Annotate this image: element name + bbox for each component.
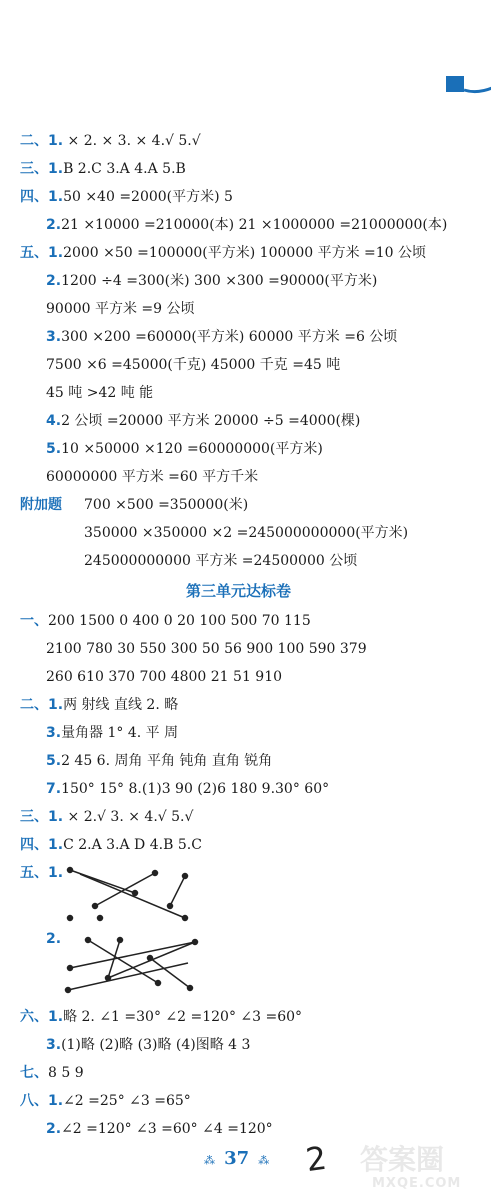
line2-3: 260 610 370 700 4800 21 51 910 — [46, 669, 283, 685]
line2-2: 2100 780 30 550 300 50 56 900 100 590 379 — [46, 641, 367, 657]
diagram2-dot-7 — [156, 981, 161, 986]
diagram1-line-4 — [170, 876, 185, 906]
unit-title: 第三单元达标卷 — [186, 582, 292, 600]
line2-15: 八、1.∠2 =25° ∠3 =65° — [20, 1093, 191, 1109]
diagram1-dot-1 — [68, 868, 73, 873]
corner-block — [446, 76, 464, 92]
diagram2-line-6 — [68, 963, 188, 990]
line-14-text: 700 ×500 =350000(米) — [84, 497, 249, 513]
line-5: 五、1.2000 ×50 =100000(平方米) 100000 平方米 =10 公顷 — [20, 245, 427, 261]
line-9: 7500 ×6 =45000(千克) 45000 千克 =45 吨 — [46, 357, 341, 373]
line2-5: 3.量角器 1° 4. 平 周 — [46, 725, 179, 741]
line-11: 4.2 公顷 =20000 平方米 20000 ÷5 =4000(棵) — [46, 413, 361, 429]
line-10: 45 吨 >42 吨 能 — [46, 385, 154, 401]
diagram2-line-3 — [70, 942, 195, 968]
line2-8: 三、1. × 2.√ 3. × 4.√ 5.√ — [20, 809, 194, 825]
line-4: 2.21 ×10000 =210000(本) 21 ×1000000 =21000000(本) — [46, 217, 448, 233]
diagram2-dot-6 — [106, 976, 111, 981]
line-3: 四、1.50 ×40 =2000(平方米) 5 — [20, 189, 233, 205]
handwritten-mark: 2 — [303, 1138, 329, 1180]
diagram2-dot-5 — [68, 966, 73, 971]
line-16: 245000000000 平方米 =24500000 公顷 — [84, 553, 358, 569]
line2-12: 六、1.略 2. ∠1 =30° ∠2 =120° ∠3 =60° — [20, 1009, 303, 1025]
line2-16: 2.∠2 =120° ∠3 =60° ∠4 =120° — [46, 1121, 273, 1137]
watermark-logo: 答案圈 — [360, 1143, 445, 1176]
line-7: 90000 平方米 =9 公顷 — [46, 301, 195, 317]
diagram2-dot-4 — [148, 956, 153, 961]
page-number: 37 — [224, 1148, 250, 1169]
line-8: 3.300 ×200 =60000(平方米) 60000 平方米 =6 公顷 — [46, 329, 398, 345]
line2-7: 7.150° 15° 8.(1)3 90 (2)6 180 9.30° 60° — [46, 781, 330, 797]
diagram1-dot-3 — [183, 874, 188, 879]
line2-13: 3.(1)略 (2)略 (3)略 (4)图略 4 3 — [46, 1037, 251, 1053]
diagram2-dot-2 — [118, 938, 123, 943]
watermark-url: MXQE.COM — [372, 1176, 462, 1191]
line-1: 二、1. × 2. × 3. × 4.√ 5.√ — [20, 133, 201, 149]
diagram1-dot-7 — [68, 916, 73, 921]
corner-decoration — [432, 60, 491, 100]
page-footer — [204, 1148, 269, 1169]
diagram1-dot-9 — [183, 916, 188, 921]
diagram1-dot-5 — [133, 891, 138, 896]
diagram1-dot-2 — [153, 871, 158, 876]
diagram1-dot-6 — [168, 904, 173, 909]
matching-diagram-2 — [60, 928, 220, 998]
diagram2-dot-8 — [66, 988, 71, 993]
footer-ornament-left: ⁂ — [204, 1154, 215, 1167]
line-6: 2.1200 ÷4 =300(米) 300 ×300 =90000(平方米) — [46, 273, 378, 289]
corner-swoosh — [464, 88, 491, 92]
diagram2-dot-1 — [86, 938, 91, 943]
line2-9: 四、1.C 2.A 3.A D 4.B 5.C — [20, 837, 202, 853]
matching-diagram-1 — [60, 858, 220, 928]
footer-ornament-right: ⁂ — [258, 1154, 270, 1167]
diagram2-dot-3 — [193, 940, 198, 945]
line2-4: 二、1.两 射线 直线 2. 略 — [20, 697, 179, 713]
diagram2-dot-9 — [188, 986, 193, 991]
line2-14: 七、8 5 9 — [20, 1065, 84, 1081]
diagram1-line-3 — [80, 874, 185, 918]
diagram1-dot-4 — [93, 904, 98, 909]
line2-11: 2. — [46, 931, 62, 947]
line-14: 附加题 — [20, 497, 62, 513]
line-2: 三、1.B 2.C 3.A 4.A 5.B — [20, 161, 186, 177]
diagram1-dot-8 — [98, 916, 103, 921]
line-13: 60000000 平方米 =60 平方千米 — [46, 469, 259, 485]
line2-6: 5.2 45 6. 周角 平角 钝角 直角 锐角 — [46, 753, 273, 769]
line-12: 5.10 ×50000 ×120 =60000000(平方米) — [46, 441, 323, 457]
line-15: 350000 ×350000 ×2 =245000000000(平方米) — [84, 525, 409, 541]
line2-10: 五、1. — [20, 865, 64, 881]
line2-1: 一、200 1500 0 400 0 20 100 500 70 115 — [20, 613, 311, 629]
